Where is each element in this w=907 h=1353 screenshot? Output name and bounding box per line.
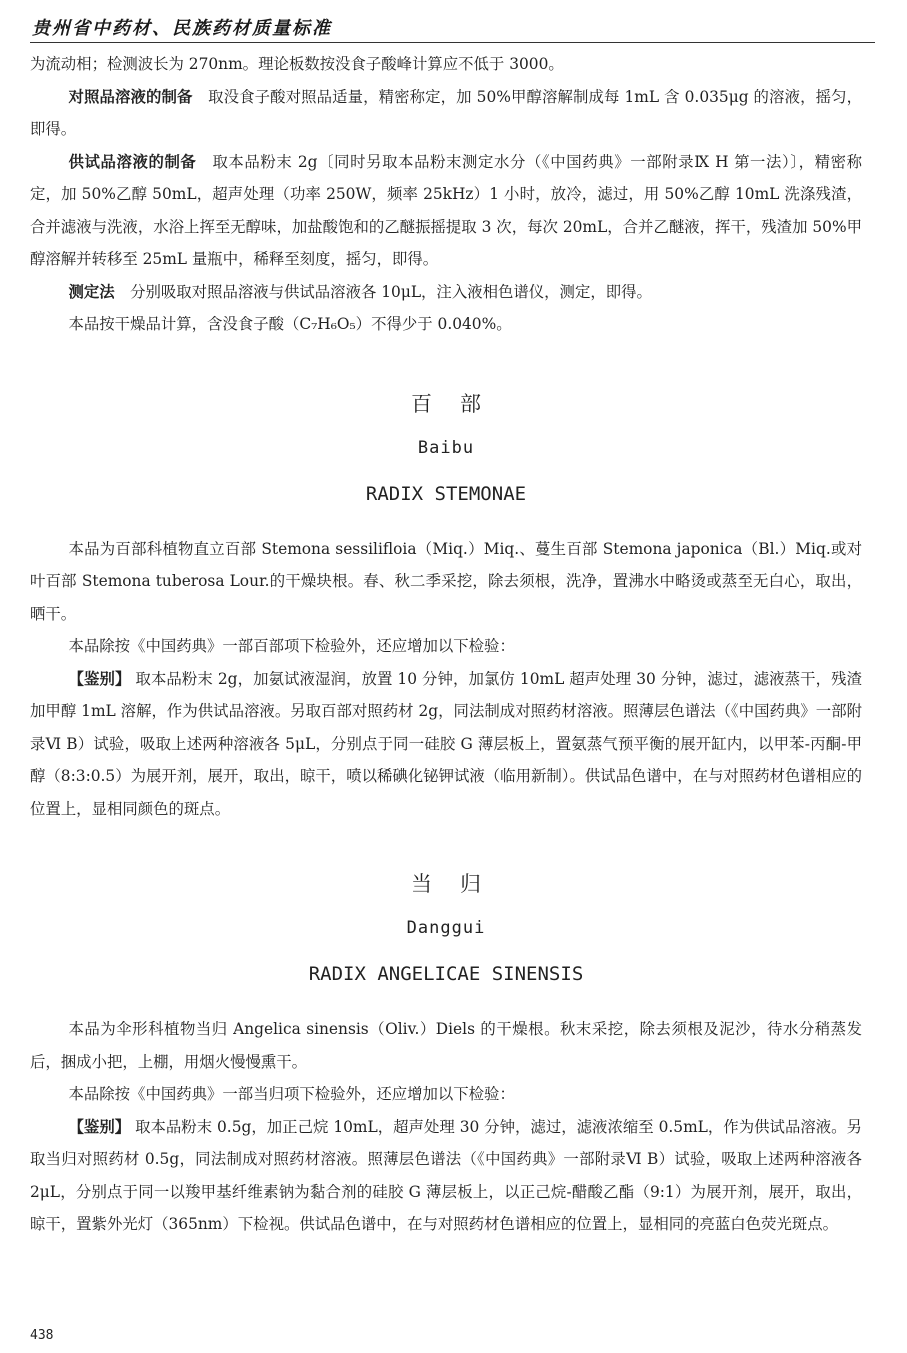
baibu-identification xyxy=(30,663,862,826)
danggui-identification-label: 【鉴别】 xyxy=(68,1117,131,1136)
page-header xyxy=(30,6,875,43)
danggui-title-latin: RADIX ANGELICAE SINENSIS xyxy=(308,963,584,985)
test-solution-text: 取本品粉末 2g〔同时另取本品粉末测定水分（《中国药典》一部附录Ⅸ H 第一法）〕，精密称定，加 50%乙醇 50mL，超声处理（功率 250W，频率 25kHz）1 小时，放冷，滤过，用 50%乙醇 10mL 洗涤残渣，合并滤液与洗液，水浴上挥至无醇味，加盐酸饱和的乙醚振摇提取 3 次，每次 20mL，合并乙醚液，挥干，残渣加 50%甲醇溶解并转移至 25mL 量瓶中，稀释至刻度，摇匀，即得。 xyxy=(30,152,862,268)
danggui-identification-text: 取本品粉末 0.5g，加正己烷 10mL，超声处理 30 分钟，滤过，滤液浓缩至 0.5mL，作为供试品溶液。另取当归对照药材 0.5g，同法制成对照药材溶液。照薄层色谱法（《中国药典》一部附录Ⅵ B）试验，吸取上述两种溶液各 2μL，分别点于同一以羧甲基纤维素钠为黏合剂的硅胶 G 薄层板上，以正己烷-醋酸乙酯（9:1）为展开剂，展开，取出，晾干，置紫外光灯（365nm）下检视。供试品色谱中，在与对照药材色谱相应的位置上，显相同的亮蓝白色荧光斑点。 xyxy=(30,1117,862,1233)
baibu-extra-tests: 本品除按《中国药典》一部百部项下检验外，还应增加以下检验： xyxy=(68,637,515,655)
danggui-extra-tests: 本品除按《中国药典》一部当归项下检验外，还应增加以下检验： xyxy=(68,1085,515,1103)
page-number: 438 xyxy=(30,1328,54,1343)
assay-label: 测定法 xyxy=(68,282,115,301)
page-content xyxy=(30,48,862,1241)
test-solution-label: 供试品溶液的制备 xyxy=(68,152,197,171)
danggui-identification xyxy=(30,1111,862,1241)
danggui-title-pinyin: Danggui xyxy=(406,918,486,938)
content-limit-paragraph: 本品按干燥品计算，含没食子酸（C₇H₆O₅）不得少于 0.040%。 xyxy=(68,315,512,333)
danggui-description: 本品为伞形科植物当归 Angelica sinensis（Oliv.）Diels 的干燥根。秋末采挖，除去须根及泥沙，待水分稍蒸发后，捆成小把，上棚，用烟火慢慢熏干。 xyxy=(30,1020,862,1071)
baibu-title-cn: 百部 xyxy=(411,391,509,416)
baibu-title-pinyin: Baibu xyxy=(417,437,475,458)
reference-solution-paragraph xyxy=(30,81,862,146)
assay-text: 分别吸取对照品溶液与供试品溶液各 10μL，注入液相色谱仪，测定，即得。 xyxy=(130,282,652,301)
header-title: 贵州省中药材、民族药材质量标准 xyxy=(32,18,332,39)
baibu-title-latin: RADIX STEMONAE xyxy=(365,482,527,505)
assay-paragraph xyxy=(30,276,862,309)
baibu-identification-label: 【鉴别】 xyxy=(68,669,131,688)
continuation-line: 为流动相；检测波长为 270nm。理论板数按没食子酸峰计算应不低于 3000。 xyxy=(30,55,564,73)
baibu-description: 本品为百部科植物直立百部 Stemona sessilifloia（Miq.）Miq.、蔓生百部 Stemona japonica（Bl.）Miq.或对叶百部 Stemona tuberosa Lour.的干燥块根。春、秋二季采挖，除去须根，洗净，置沸水中略烫或蒸至无白心，取出，晒干。 xyxy=(30,539,862,623)
danggui-title-cn: 当归 xyxy=(411,872,509,896)
baibu-identification-text: 取本品粉末 2g，加氨试液湿润，放置 10 分钟，加氯仿 10mL 超声处理 30 分钟，滤过，滤液蒸干，残渣加甲醇 1mL 溶解，作为供试品溶液。另取百部对照药材 2g，同法制成对照药材溶液。照薄层色谱法（《中国药典》一部附录Ⅵ B）试验，吸取上述两种溶液各 5μL，分别点于同一硅胶 G 薄层板上，置氨蒸气预平衡的展开缸内，以甲苯-丙酮-甲醇（8:3:0.5）为展开剂，展开，取出，晾干，喷以稀碘化铋钾试液（临用新制）。供试品色谱中，在与对照药材色谱相应的位置上，显相同颜色的斑点。 xyxy=(30,669,862,818)
reference-solution-label: 对照品溶液的制备 xyxy=(68,87,193,106)
test-solution-paragraph xyxy=(30,146,862,276)
reference-solution-text: 取没食子酸对照品适量，精密称定，加 50%甲醇溶解制成每 1mL 含 0.035μg 的溶液，摇匀，即得。 xyxy=(30,87,862,138)
